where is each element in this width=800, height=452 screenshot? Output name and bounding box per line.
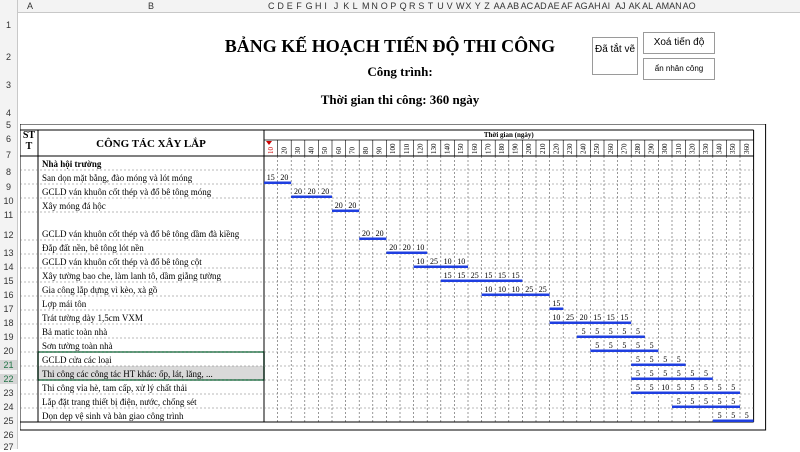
page-title: BẢNG KẾ HOẠCH TIẾN ĐỘ THI CÔNG — [224, 36, 556, 56]
time-tick-300: 300 — [661, 143, 670, 154]
bar-label: 5 — [595, 341, 600, 350]
task-name: Thi công vỉa hè, tam cấp, xử lý chất thải — [42, 383, 188, 393]
schedule-bar — [672, 406, 740, 409]
bar-label: 20 — [334, 201, 343, 210]
bar-label: 5 — [676, 383, 681, 392]
task-name: Sơn tường toàn nhà — [42, 341, 113, 351]
time-tick-70: 70 — [348, 147, 357, 154]
column-header-al[interactable]: AL — [642, 1, 654, 11]
time-tick-210: 210 — [538, 143, 547, 154]
time-tick-10: 10 — [266, 147, 275, 154]
column-header-am[interactable]: AM — [655, 1, 670, 11]
bar-label: 5 — [731, 383, 736, 392]
column-header-j[interactable]: J — [333, 1, 339, 11]
task-name: Lắp đặt trang thiết bị điện, nước, chống sét — [42, 397, 197, 407]
bar-label: 20 — [294, 187, 302, 196]
bar-label: 25 — [470, 271, 479, 280]
clear-progress-button[interactable]: Xoá tiến độ — [643, 32, 715, 54]
time-header: Thời gian (ngày) — [483, 131, 534, 139]
row-header-22[interactable]: 22 — [0, 374, 17, 384]
bar-label: 5 — [717, 383, 722, 392]
row-header-25[interactable]: 25 — [3, 416, 14, 426]
time-tick-90: 90 — [375, 147, 384, 154]
column-header-ao[interactable]: AO — [682, 1, 696, 11]
schedule-bar — [577, 336, 645, 339]
schedule-bar — [631, 378, 713, 381]
hide-workers-button[interactable]: ẩn nhân công — [643, 58, 715, 80]
bar-label: 15 — [443, 271, 452, 280]
bar-label: 10 — [484, 285, 493, 294]
bar-label: 25 — [566, 313, 574, 322]
bar-label: 15 — [606, 313, 615, 322]
time-tick-280: 280 — [634, 143, 642, 154]
duration-label: Thời gian thi công: 360 ngày — [320, 92, 480, 107]
column-header-z[interactable]: Z — [484, 1, 490, 11]
bar-label: 5 — [649, 341, 654, 350]
stt-header: ST T — [22, 130, 36, 152]
column-header-ai[interactable]: AI — [601, 1, 611, 11]
column-header-aj[interactable]: AJ — [615, 1, 626, 11]
bar-label: 25 — [525, 285, 534, 294]
bar-label: 20 — [280, 173, 289, 182]
time-tick-40: 40 — [307, 147, 316, 154]
bar-label: 25 — [538, 285, 547, 294]
column-header-ac[interactable]: AC — [520, 1, 534, 11]
row-header-6[interactable]: 6 — [5, 134, 11, 144]
time-tick-20: 20 — [280, 147, 289, 154]
bar-label: 5 — [731, 397, 736, 406]
schedule-bar — [359, 238, 386, 241]
row-header-1[interactable]: 1 — [5, 20, 11, 30]
time-tick-220: 220 — [552, 143, 561, 154]
bar-label: 5 — [581, 327, 586, 336]
time-tick-270: 270 — [620, 143, 629, 154]
row-header-bar — [0, 12, 18, 452]
row-header-9[interactable]: 9 — [5, 182, 11, 192]
bar-label: 5 — [704, 397, 708, 406]
schedule-bar — [631, 392, 740, 395]
row-header-16[interactable]: 16 — [3, 290, 14, 300]
row-header-14[interactable]: 14 — [3, 262, 14, 272]
bar-label: 5 — [717, 411, 722, 420]
bar-label: 20 — [402, 243, 411, 252]
time-tick-130: 130 — [430, 143, 438, 154]
task-name: Nhà hội trường — [42, 159, 102, 169]
column-header-k[interactable]: K — [343, 1, 350, 11]
bar-label: 5 — [690, 383, 695, 392]
bar-label: 5 — [636, 369, 640, 378]
time-tick-260: 260 — [606, 143, 615, 154]
task-name: Gia công lắp dựng vì kèo, xà gồ — [42, 285, 158, 295]
bar-label: 15 — [552, 299, 561, 308]
column-header-ad[interactable]: AD — [534, 1, 547, 11]
task-name: GCLD ván khuôn cốt thép và đổ bê tông dầm đà kiềng — [42, 229, 240, 239]
row-header-11[interactable]: 11 — [3, 210, 14, 220]
bar-label: 5 — [676, 355, 681, 364]
column-header-n[interactable]: N — [371, 1, 378, 11]
time-tick-200: 200 — [525, 143, 534, 154]
bar-label: 20 — [389, 243, 398, 252]
column-header-ak[interactable]: AK — [628, 1, 641, 11]
time-tick-310: 310 — [674, 143, 683, 154]
bar-label: 15 — [457, 271, 466, 280]
column-header-l[interactable]: L — [352, 1, 358, 11]
time-tick-340: 340 — [715, 143, 724, 154]
work-header: CÔNG TÁC XÂY LẮP — [96, 138, 206, 150]
column-header-h[interactable]: H — [315, 1, 322, 11]
row-header-2[interactable]: 2 — [5, 52, 11, 62]
bar-label: 10 — [416, 243, 425, 252]
bar-label: 15 — [511, 271, 520, 280]
column-header-af[interactable]: AF — [561, 1, 573, 11]
bar-label: 5 — [608, 341, 613, 350]
column-header-s[interactable]: S — [418, 1, 425, 11]
row-header-13[interactable]: 13 — [3, 248, 14, 258]
row-header-4[interactable]: 4 — [5, 108, 11, 118]
schedule-bar — [414, 266, 468, 269]
schedule-bar — [550, 308, 564, 311]
schedule-bar — [631, 364, 685, 367]
bar-label: 15 — [498, 271, 506, 280]
bar-label: 10 — [511, 285, 520, 294]
time-tick-350: 350 — [729, 143, 738, 154]
row-header-24[interactable]: 24 — [3, 402, 14, 412]
task-name: Xây móng đá hộc — [42, 201, 106, 211]
column-header-aa[interactable]: AA — [493, 1, 506, 11]
column-header-d[interactable]: D — [277, 1, 284, 11]
task-name: Xây tường bao che, làm lanh tô, dầm giằng tường — [42, 271, 221, 281]
column-header-u[interactable]: U — [437, 1, 444, 11]
time-tick-250: 250 — [593, 143, 602, 154]
bar-label: 5 — [663, 355, 668, 364]
task-name: GCLD ván khuôn cốt thép và đổ bê tông cột — [42, 257, 202, 267]
column-header-bar — [0, 0, 800, 13]
time-tick-190: 190 — [511, 143, 520, 154]
schedule-svg — [20, 124, 800, 434]
bar-label: 10 — [552, 313, 561, 322]
schedule-bar — [386, 252, 427, 255]
bar-label: 5 — [622, 341, 627, 350]
time-tick-320: 320 — [688, 143, 697, 154]
schedule-bar — [291, 196, 332, 199]
task-name: Đắp đất nền, bê tông lót nền — [42, 243, 144, 253]
time-tick-290: 290 — [647, 143, 656, 154]
task-name: GCLD ván khuôn cốt thép và đổ bê tông móng — [42, 187, 212, 197]
bar-label: 5 — [663, 369, 668, 378]
schedule-table — [20, 124, 800, 439]
bar-label: 5 — [676, 397, 681, 406]
bar-label: 5 — [717, 397, 722, 406]
column-header-p[interactable]: P — [390, 1, 397, 11]
schedule-bar — [441, 280, 523, 283]
row-header-7[interactable]: 7 — [5, 150, 11, 160]
row-header-5[interactable]: 5 — [5, 120, 11, 130]
bar-label: 15 — [484, 271, 493, 280]
column-header-ab[interactable]: AB — [507, 1, 520, 11]
bar-label: 20 — [348, 201, 357, 210]
bar-label: 10 — [661, 383, 670, 392]
row-header-23[interactable]: 23 — [3, 388, 14, 398]
schedule-bar — [713, 420, 754, 423]
bar-label: 5 — [676, 369, 681, 378]
bar-label: 5 — [649, 369, 654, 378]
time-tick-120: 120 — [416, 143, 425, 154]
time-tick-60: 60 — [334, 147, 343, 154]
bar-label: 10 — [457, 257, 466, 266]
column-header-r[interactable]: R — [409, 1, 416, 11]
time-tick-140: 140 — [443, 143, 452, 154]
column-header-ag[interactable]: AG — [574, 1, 588, 11]
column-header-a[interactable]: A — [27, 1, 34, 11]
column-header-y[interactable]: Y — [474, 1, 481, 11]
column-header-v[interactable]: V — [446, 1, 453, 11]
task-name: Bả matic toàn nhà — [42, 327, 108, 337]
project-label: Công trình: — [367, 64, 433, 79]
row-header-12[interactable]: 12 — [3, 230, 14, 240]
bar-label: 20 — [375, 229, 384, 238]
column-header-i[interactable]: I — [324, 1, 327, 11]
time-tick-80: 80 — [362, 147, 370, 154]
column-header-an[interactable]: AN — [669, 1, 682, 11]
column-header-e[interactable]: E — [286, 1, 293, 11]
time-tick-50: 50 — [321, 147, 330, 154]
row-header-27[interactable]: 27 — [3, 442, 14, 452]
schedule-bar — [550, 322, 632, 325]
bar-label: 10 — [416, 257, 425, 266]
bar-label: 5 — [731, 411, 736, 420]
bar-label: 20 — [307, 187, 316, 196]
column-header-t[interactable]: T — [427, 1, 434, 11]
row-header-15[interactable]: 15 — [3, 276, 14, 286]
bar-label: 5 — [704, 383, 708, 392]
bar-label: 5 — [636, 383, 640, 392]
bar-label: 5 — [690, 397, 695, 406]
row-header-26[interactable]: 26 — [3, 430, 14, 440]
time-tick-360: 360 — [742, 143, 751, 154]
time-tick-240: 240 — [579, 143, 588, 154]
hide-all-button[interactable]: Đã tắt vẽ — [592, 37, 638, 75]
bar-label: 15 — [593, 313, 602, 322]
bar-label: 5 — [649, 355, 654, 364]
task-name: GCLD cửa các loại — [42, 355, 112, 365]
bar-label: 5 — [608, 327, 613, 336]
row-header-19[interactable]: 19 — [3, 332, 14, 342]
bar-label: 15 — [266, 173, 275, 182]
task-name: Lợp mái tôn — [42, 299, 87, 309]
schedule-bar — [264, 182, 291, 185]
row-header-8[interactable]: 8 — [5, 167, 11, 177]
column-header-c[interactable]: C — [268, 1, 275, 11]
column-header-w[interactable]: W — [456, 1, 465, 11]
time-tick-230: 230 — [566, 143, 574, 154]
bar-label: 15 — [620, 313, 629, 322]
bar-label: 10 — [443, 257, 452, 266]
time-tick-100: 100 — [389, 143, 398, 154]
bar-label: 5 — [636, 355, 640, 364]
bar-label: 5 — [649, 383, 654, 392]
bar-label: 5 — [744, 411, 749, 420]
column-header-b[interactable]: B — [148, 1, 155, 11]
bar-label: 20 — [321, 187, 330, 196]
time-tick-180: 180 — [498, 143, 506, 154]
time-tick-330: 330 — [702, 143, 710, 154]
bar-label: 5 — [595, 327, 600, 336]
row-header-18[interactable]: 18 — [3, 318, 14, 328]
bar-label: 5 — [704, 369, 708, 378]
bar-label: 5 — [622, 327, 627, 336]
schedule-bar — [590, 350, 658, 353]
column-header-m[interactable]: M — [362, 1, 370, 11]
time-tick-150: 150 — [457, 143, 466, 154]
bar-label: 5 — [636, 341, 640, 350]
column-header-g[interactable]: G — [305, 1, 313, 11]
bar-label: 20 — [579, 313, 588, 322]
column-header-o[interactable]: O — [380, 1, 388, 11]
schedule-bar — [332, 210, 359, 213]
task-name: Dọn dẹp vệ sinh và bàn giao công trình — [42, 411, 184, 421]
column-header-x[interactable]: X — [465, 1, 472, 11]
bar-label: 5 — [636, 327, 640, 336]
select-all-corner[interactable] — [0, 0, 18, 12]
column-header-ah[interactable]: AH — [588, 1, 601, 11]
column-header-q[interactable]: Q — [399, 1, 407, 11]
task-name: Trát tường dày 1,5cm VXM — [42, 313, 143, 323]
bar-label: 5 — [690, 369, 695, 378]
time-tick-160: 160 — [470, 143, 479, 154]
time-tick-30: 30 — [294, 147, 302, 154]
bar-label: 25 — [430, 257, 438, 266]
row-header-3[interactable]: 3 — [5, 80, 11, 90]
bar-label: 20 — [362, 229, 370, 238]
column-header-f[interactable]: F — [296, 1, 302, 11]
time-tick-170: 170 — [484, 143, 493, 154]
column-header-ae[interactable]: AE — [547, 1, 560, 11]
time-tick-110: 110 — [402, 143, 411, 154]
row-header-20[interactable]: 20 — [3, 346, 14, 356]
bar-label: 10 — [498, 285, 506, 294]
row-header-10[interactable]: 10 — [3, 196, 14, 206]
row-header-17[interactable]: 17 — [3, 304, 14, 314]
task-name: San dọn mặt bằng, đào móng và lót móng — [42, 173, 193, 183]
row-header-21[interactable]: 21 — [0, 360, 17, 370]
schedule-bar — [482, 294, 550, 297]
task-name: Thi công các công tác HT khác: ốp, lát, lăng, ... — [42, 369, 213, 379]
